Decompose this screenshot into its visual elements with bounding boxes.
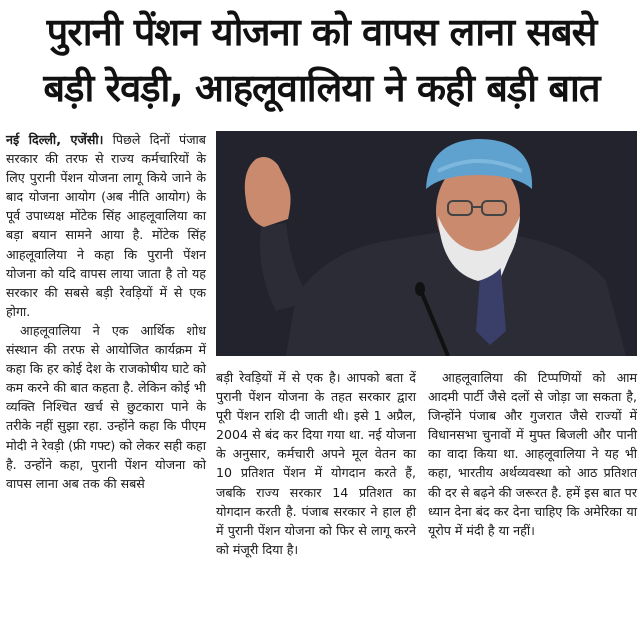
article-column-3 (428, 368, 637, 540)
article-column-2 (216, 368, 416, 559)
article-photo (216, 131, 637, 356)
headline-line-2: बड़ी रेवड़ी, आहलूवालिया ने कही बड़ी बात (43, 66, 600, 110)
article-column-1 (6, 130, 206, 493)
paragraph: आहलूवालिया की टिप्पणियों को आम आदमी पार्टी जैसे दलों से जोड़ा जा सकता है, जिन्होंने पंजाब और गुजरात जैसे राज्यों में विधानसभा चुनावों में मुफ्त बिजली और पानी का वादा किया था. आहलूवालिया ने यह भी कहा, भारतीय अर्थव्यवस्था को आठ प्रतिशत की दर से बढ़ने की जरूरत है. हमें इस बात पर ध्यान देना बंद कर देना चाहिए कि अमेरिका या यूरोप में मंदी है या नहीं। (428, 370, 637, 538)
speaker-photo (216, 131, 637, 356)
headline (6, 4, 637, 116)
headline-line-1: पुरानी पेंशन योजना को वापस लाना सबसे (46, 10, 597, 54)
paragraph: बड़ी रेवड़ियों में से एक है। आपको बता दें पुरानी पेंशन योजना के तहत सरकार द्वारा पूरी पेंशन राशि दी जाती थी। इसे 1 अप्रैल, 2004 से बंद कर दिया गया था. नई योजना के अनुसार, कर्मचारी अपने मूल वेतन का 10 प्रतिशत पेंशन में योगदान करते हैं, जबकि राज्य सरकार 14 प्रतिशत का योगदान करती है. पंजाब सरकार ने हाल ही में पुरानी पेंशन योजना को फिर से लागू करने को मंजूरी दिया है। (216, 370, 416, 557)
paragraph: आहलूवालिया ने एक आर्थिक शोध संस्थान की तरफ से आयोजित कार्यक्रम में कहा कि हर कोई देश के राजकोषीय घाटे को कम करने की बात कहता है. लेकिन कोई भी व्यक्ति निश्चित खर्च से छुटकारा पाने के तरीके नहीं सुझा रहा. उन्होंने कहा कि पीएम मोदी ने रेवड़ी (फ्री गफ्ट) को लेकर सही कहा है. उन्होंने कहा, पुरानी पेंशन योजना को वापस लाना अब तक की सबसे (6, 322, 206, 491)
dateline: नई दिल्ली, एजेंसी। (6, 132, 104, 147)
paragraph: पिछले दिनों पंजाब सरकार की तरफ से राज्य कर्मचारियों के लिए पुरानी पेंशन योजना लागू किये जाने के बाद योजना आयोग (अब नीति आयोग) के पूर्व उपाध्यक्ष मोंटेक सिंह आहलूवालिया का बड़ा बयान सामने आया है. मोंटेक सिंह आहलूवालिया ने कहा कि पुरानी पेंशन योजना को यदि वापस लाया जाता है तो यह सरकार की सबसे बड़ी रेवड़ियों में से एक होगा. (6, 132, 206, 319)
